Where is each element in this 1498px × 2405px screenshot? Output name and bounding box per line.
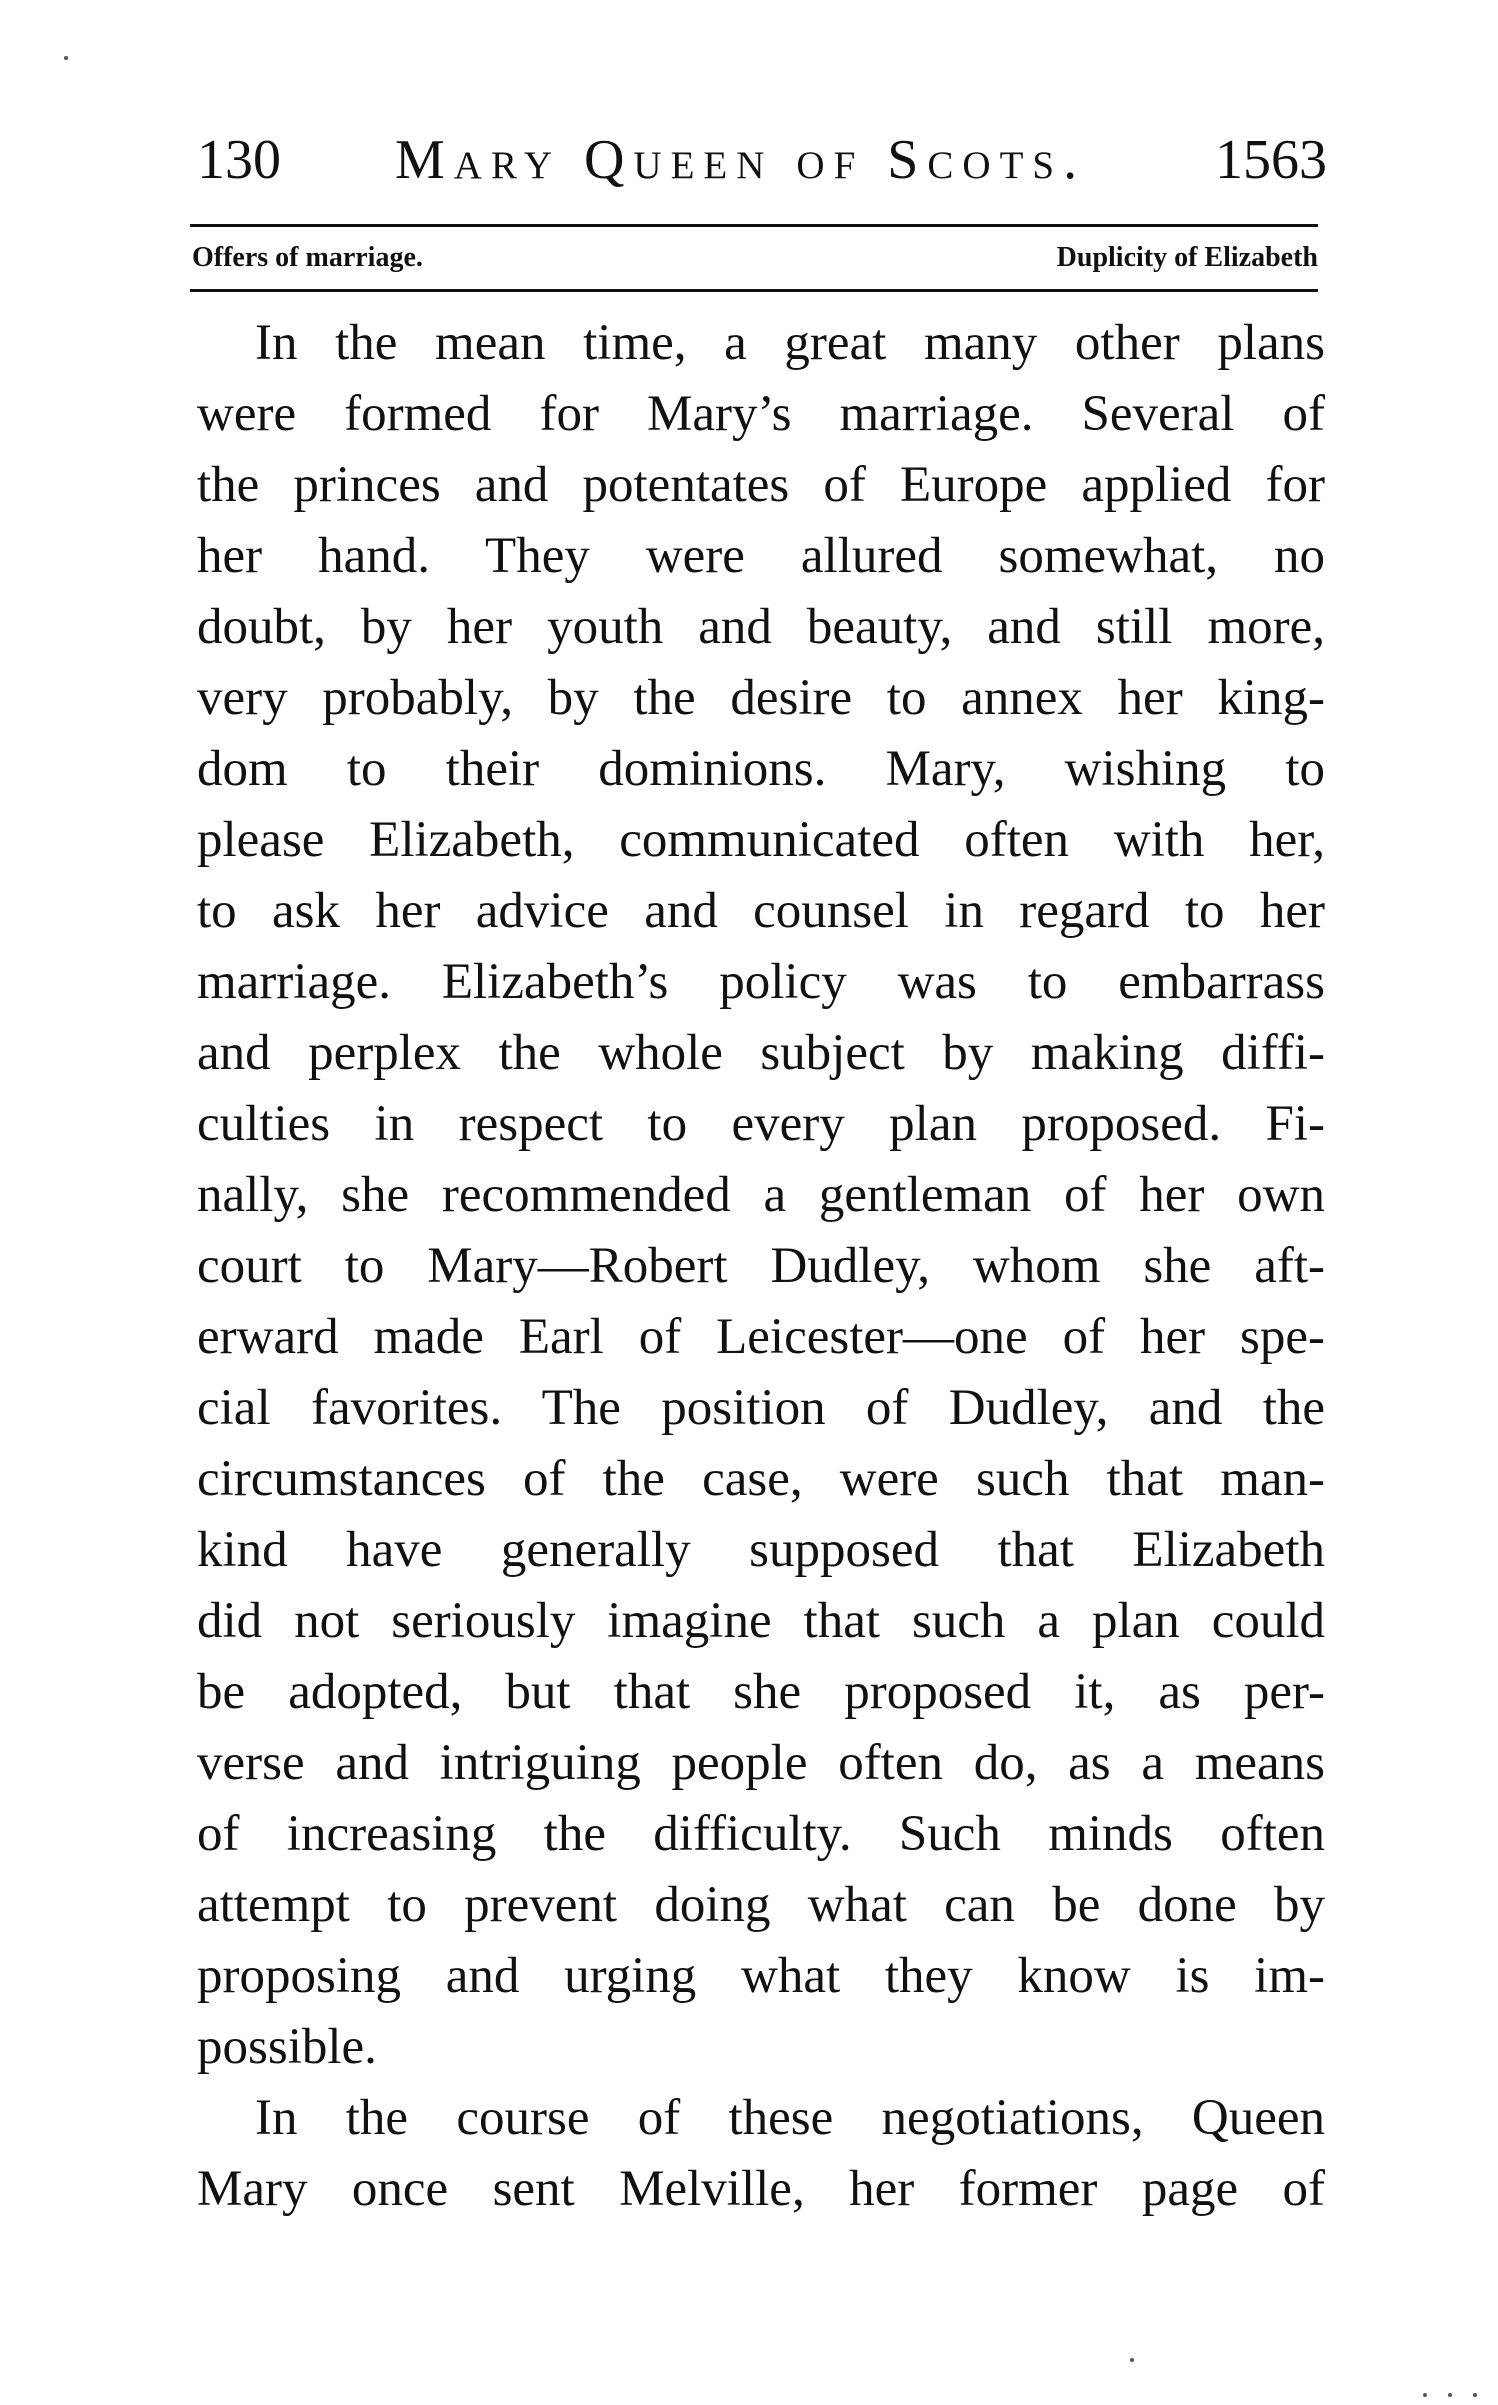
text-line: nally, she recommended a gentleman of her own <box>197 1167 1325 1223</box>
scan-speck <box>1423 2393 1427 2397</box>
text-line: circumstances of the case, were such that man- <box>197 1451 1325 1507</box>
text-line: Mary once sent Melville, her former page of <box>197 2161 1325 2217</box>
sidenote-left: Offers of marriage. <box>192 242 423 273</box>
text-line: culties in respect to every plan proposed. Fi- <box>197 1096 1325 1152</box>
year: 1563 <box>1215 129 1327 191</box>
text-line: cial favorites. The position of Dudley, and the <box>197 1380 1325 1436</box>
text-line: attempt to prevent doing what can be done by <box>197 1877 1325 1933</box>
text-line: kind have generally supposed that Elizabeth <box>197 1522 1325 1578</box>
text-line: dom to their dominions. Mary, wishing to <box>197 741 1325 797</box>
text-line: possible. <box>197 2019 377 2075</box>
scan-speck <box>1130 2358 1134 2362</box>
running-head <box>197 125 1327 195</box>
text-line: verse and intriguing people often do, as a means <box>197 1735 1325 1791</box>
sidenote-bar <box>190 233 1318 283</box>
text-line: very probably, by the desire to annex her king- <box>197 670 1325 726</box>
text-line: marriage. Elizabeth’s policy was to embarrass <box>197 954 1325 1010</box>
text-line: did not seriously imagine that such a plan could <box>197 1593 1325 1649</box>
text-line: doubt, by her youth and beauty, and still more, <box>197 599 1325 655</box>
text-line: to ask her advice and counsel in regard to her <box>197 883 1325 939</box>
text-line: In the course of these negotiations, Queen <box>255 2090 1325 2146</box>
text-line: the princes and potentates of Europe applied for <box>197 457 1325 513</box>
text-line: were formed for Mary’s marriage. Several of <box>197 386 1325 442</box>
text-line: court to Mary—Robert Dudley, whom she aft- <box>197 1238 1325 1294</box>
scan-speck <box>1473 2393 1477 2397</box>
text-line: be adopted, but that she proposed it, as per- <box>197 1664 1325 1720</box>
scan-speck <box>1448 2393 1452 2397</box>
text-line: In the mean time, a great many other plans <box>255 315 1325 371</box>
text-line: of increasing the difficulty. Such minds often <box>197 1806 1325 1862</box>
text-line: proposing and urging what they know is im- <box>197 1948 1325 2004</box>
text-line: erward made Earl of Leicester—one of her spe- <box>197 1309 1325 1365</box>
sidenote-rule <box>190 289 1318 292</box>
text-line: please Elizabeth, communicated often with her, <box>197 812 1325 868</box>
text-line: and perplex the whole subject by making diffi- <box>197 1025 1325 1081</box>
header-rule <box>190 224 1318 227</box>
body-text <box>197 308 1325 2225</box>
book-title: Mary Queen of Scots. <box>395 129 1087 191</box>
text-line: her hand. They were allured somewhat, no <box>197 528 1325 584</box>
scan-speck <box>64 56 68 60</box>
page-number: 130 <box>197 129 281 191</box>
sidenote-right: Duplicity of Elizabeth <box>1056 242 1318 273</box>
